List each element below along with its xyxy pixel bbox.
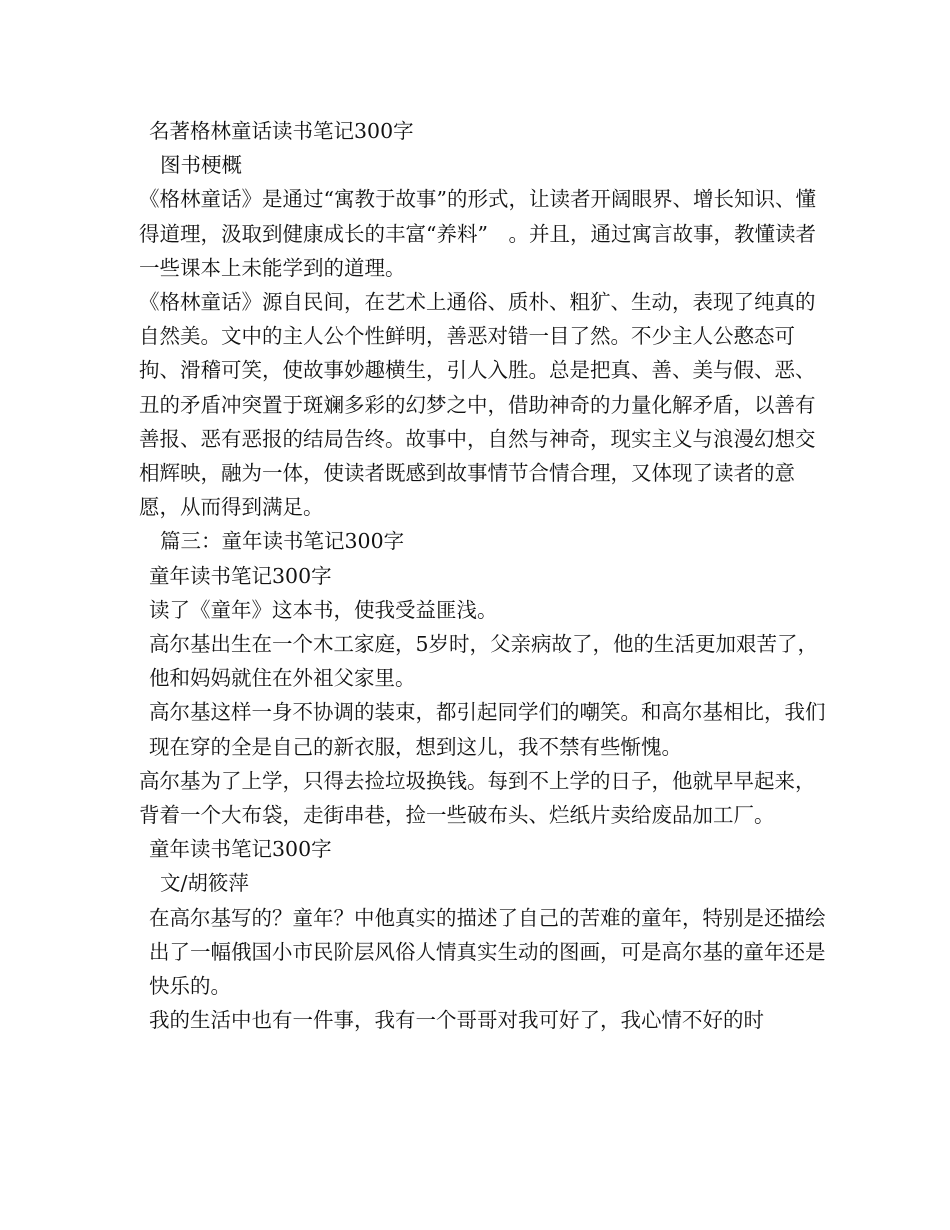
paragraph: 在高尔基写的？童年？中他真实的描述了自己的苦难的童年，特别是还描绘出了一幅俄国小市民阶层风俗人情真实生动的图画，可是高尔基的童年还是快乐的。 [149,905,826,999]
paragraph: 高尔基出生在一个木工家庭，5岁时，父亲病故了，他的生活更加艰苦了，他和妈妈就住在外祖父家里。 [149,632,819,691]
paragraph: 高尔基为了上学，只得去捡垃圾换钱。每到不上学的日子，他就早早起来，背着一个大布袋，走街串巷，捡一些破布头、烂纸片卖给废品加工厂。 [139,768,816,828]
paragraph: 读了《童年》这本书，使我受益匪浅。 [149,597,498,622]
author-line: 文/胡筱萍 [160,871,249,896]
paragraph: 高尔基这样一身不协调的装束，都引起同学们的嘲笑。和高尔基相比，我们现在穿的全是自己的新衣服，想到这儿，我不禁有些惭愧。 [149,700,826,759]
section-heading: 篇三：童年读书笔记300字 [160,529,405,554]
document-body [139,114,829,1037]
document-title: 名著格林童话读书笔记300字 [149,119,414,143]
subsection-title: 童年读书笔记300字 [149,837,332,862]
paragraph: 《格林童话》是通过“寓教于故事”的形式，让读者开阔眼界、增长知识、懂得道理，汲取到健康成长的丰富“养料” 。并且，通过寓言故事，教懂读者一些课本上未能学到的道理。 [139,187,816,280]
paragraph: 《格林童话》源自民间，在艺术上通俗、质朴、粗犷、生动，表现了纯真的自然美。文中的主人公个性鲜明，善恶对错一目了然。不少主人公憨态可拘、滑稽可笑，使故事妙趣横生，引人入胜。总是把真、善、美与假、恶、丑的矛盾冲突置于斑斓多彩的幻梦之中，借助神奇的力量化解矛盾，以善有善报、恶有恶报的结局告终。故事中，自然与神奇，现实主义与浪漫幻想交相辉映，融为一体，使读者既感到故事情节合情合理，又体现了读者的意愿，从而得到满足。 [139,290,816,520]
subsection-title: 童年读书笔记300字 [149,563,332,588]
paragraph: 我的生活中也有一件事，我有一个哥哥对我可好了，我心情不好的时 [149,1008,764,1033]
section-heading: 图书梗概 [160,153,242,178]
